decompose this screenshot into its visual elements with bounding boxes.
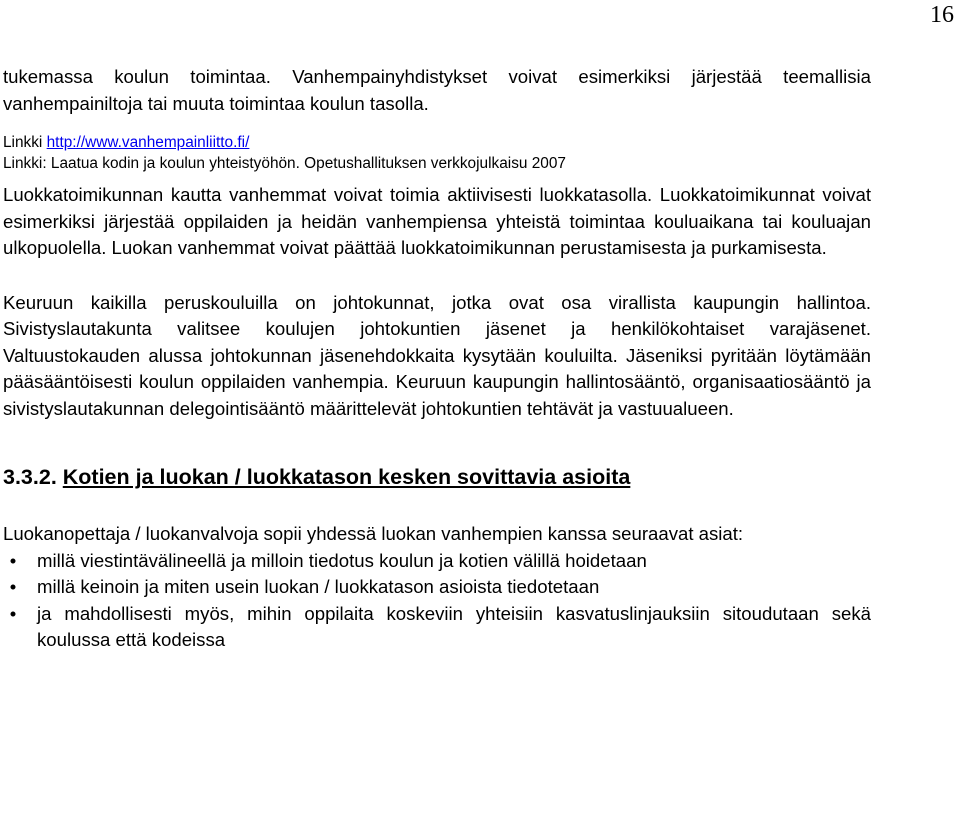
paragraph-agreements: Luokanopettaja / luokanvalvoja sopii yhdessä luokan vanhempien kanssa seuraavat asiat:	[3, 523, 744, 544]
spacer	[3, 117, 871, 132]
list-item	[3, 548, 871, 575]
list-item-text: millä viestintävälineellä ja milloin tiedotus koulun ja kotien välillä hoidetaan	[37, 549, 647, 571]
spacer	[3, 262, 871, 290]
vanhempainliitto-link[interactable]: http://www.vanhempainliitto.fi/	[46, 134, 250, 151]
bullet-icon: •	[9, 602, 17, 624]
agreement-list	[3, 548, 871, 654]
link-prefix: Linkki	[3, 134, 47, 151]
link-line-1	[3, 132, 871, 153]
section-number: 3.3.2.	[3, 465, 63, 489]
paragraph-boards: Keuruun kaikilla peruskouluilla on johtokunnat, jotka ovat osa virallista kaupungin hallintoa. Sivistyslautakunta valitsee koulujen johtokuntien jäsenet ja henkilökohtaiset varajäsenet. Valtuustokauden alussa johtokunnan jäsenehdokkaita kysytään kouluilta. Jäseniksi pyritään löytämään pääsääntöisesti koulun oppilaiden vanhempia. Keuruun kaupungin hallintosääntö, organisaatiosääntö ja sivistyslautakunnan delegointisääntö määrittelevät johtokuntien tehtävät ja vastuualueen.	[3, 291, 871, 419]
paragraph-class-committee: Luokkatoimikunnan kautta vanhemmat voivat toimia aktiivisesti luokkatasolla. Luokkatoimikunnat voivat esimerkiksi järjestää oppilaiden ja heidän vanhempiensa yhteistä toimintaa kouluaikana tai kouluajan ulkopuolella. Luokan vanhemmat voivat päättää luokkatoimikunnan perustamisesta ja purkamisesta.	[3, 184, 871, 258]
spacer	[3, 491, 871, 521]
document-body	[3, 64, 871, 654]
page-number: 16	[930, 2, 954, 28]
spacer	[3, 422, 871, 463]
spacer	[3, 174, 871, 182]
list-item-text: ja mahdollisesti myös, mihin oppilaita koskeviin yhteisiin kasvatuslinjauksiin sitoudutaan sekä koulussa että kodeissa	[37, 602, 871, 650]
link-line-2: Linkki: Laatua kodin ja koulun yhteistyöhön. Opetushallituksen verkkojulkaisu 2007	[3, 155, 566, 172]
bullet-icon: •	[9, 549, 17, 571]
paragraph-intro: tukemassa koulun toimintaa. Vanhempainyhdistykset voivat esimerkiksi järjestää teemallisia vanhempainiltoja tai muuta toimintaa koulun tasolla.	[3, 66, 871, 114]
bullet-icon: •	[9, 576, 17, 597]
list-item-text: millä keinoin ja miten usein luokan / luokkatason asioista tiedotetaan	[37, 576, 600, 597]
section-heading	[3, 463, 871, 491]
list-item	[3, 574, 871, 601]
section-title: Kotien ja luokan / luokkatason kesken sovittavia asioita	[62, 465, 631, 489]
list-item	[3, 601, 871, 654]
